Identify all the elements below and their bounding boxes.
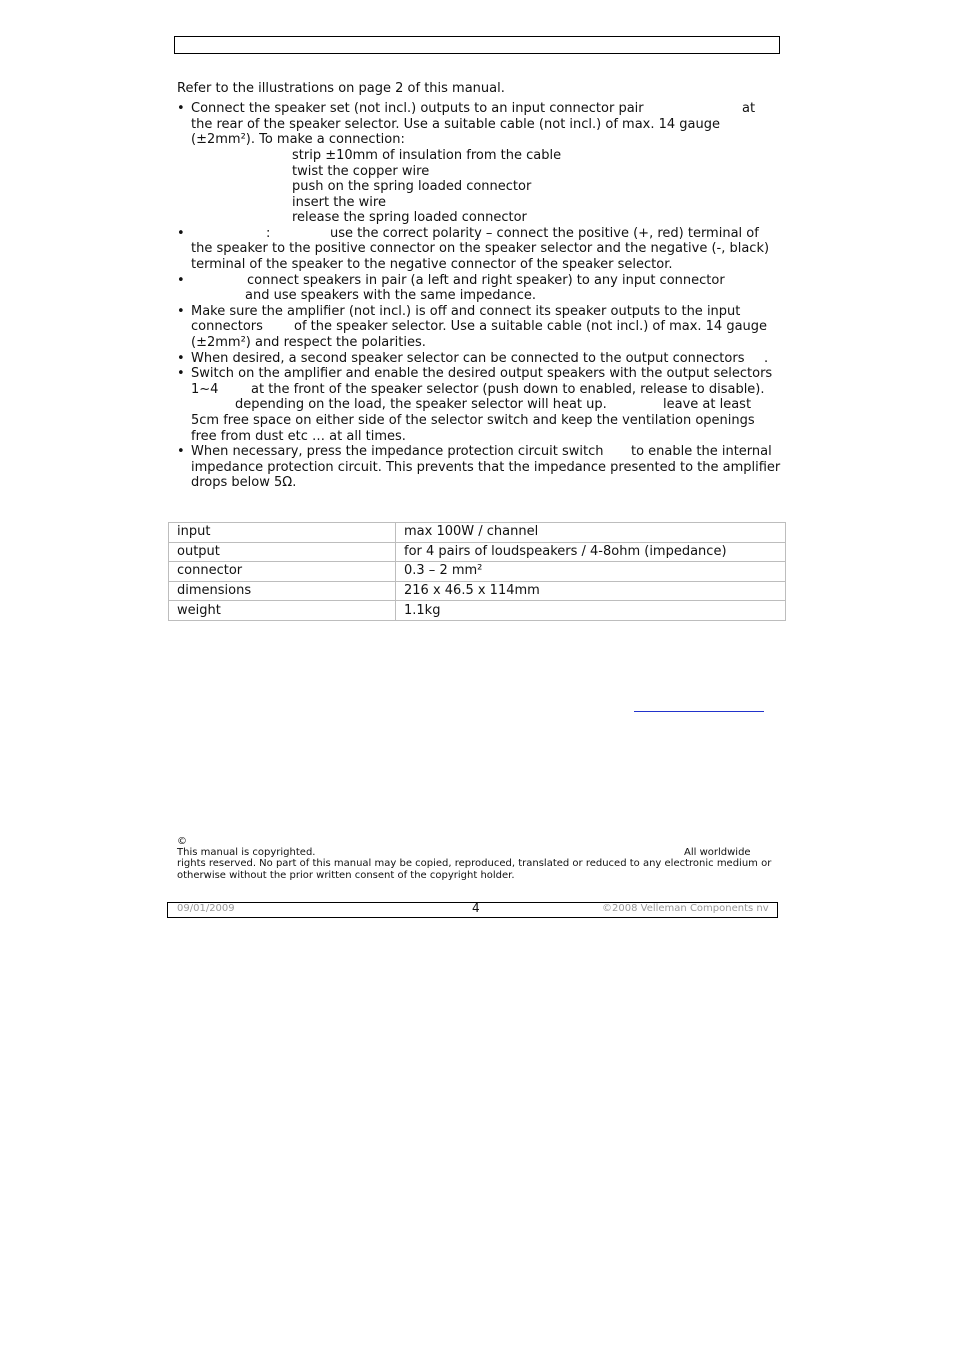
bullet4-line2b: of the speaker selector. Use a suitable cable (not incl.) of max. 14 gauge — [294, 319, 768, 334]
bullet-marker: • — [177, 351, 185, 366]
bullet-marker: • — [177, 444, 185, 459]
spec-value: 1.1kg — [396, 601, 786, 621]
intro-text: Refer to the illustrations on page 2 of this manual. — [177, 81, 505, 96]
bullet3-line1: connect speakers in pair (a left and right speaker) to any input connector — [247, 273, 725, 288]
step-1: strip ±10mm of insulation from the cable — [292, 148, 562, 163]
bullet7-line3: drops below 5Ω. — [191, 475, 297, 490]
bullet2-line1: use the correct polarity – connect the positive (+, red) terminal of — [330, 226, 759, 241]
bullet-marker: • — [177, 226, 185, 241]
bullet-marker: • — [177, 304, 185, 319]
bullet5-line1a: When desired, a second speaker selector can be connected to the output connectors — [191, 351, 745, 366]
bullet6-line3a: depending on the load, the speaker selector will heat up. — [235, 397, 607, 412]
spec-value: for 4 pairs of loudspeakers / 4-8ohm (impedance) — [396, 542, 786, 562]
bullet6-line3b: leave at least — [663, 397, 752, 412]
bullet6-line1: Switch on the amplifier and enable the desired output speakers with the output selectors — [191, 366, 773, 381]
bullet7-line1b: to enable the internal — [631, 444, 772, 459]
bullet5-line1b: . — [764, 351, 769, 366]
table-row — [169, 542, 786, 562]
spec-value: 0.3 – 2 mm² — [396, 562, 786, 582]
bullet6-line2a: 1~4 — [191, 382, 219, 397]
spec-label: input — [169, 523, 396, 543]
bullet2-line3: terminal of the speaker to the negative connector of the speaker selector. — [191, 257, 673, 272]
copyright-line1b: All worldwide — [684, 847, 751, 858]
table-row — [169, 562, 786, 582]
step-4: insert the wire — [292, 195, 386, 210]
copyright-line3: otherwise without the prior written consent of the copyright holder. — [177, 870, 515, 881]
step-3: push on the spring loaded connector — [292, 179, 532, 194]
spec-value: max 100W / channel — [396, 523, 786, 543]
bullet6-line2b: at the front of the speaker selector (push down to enabled, release to disable). — [251, 382, 765, 397]
bullet-marker: • — [177, 273, 185, 288]
footer-copyright: ©2008 Velleman Components nv — [602, 903, 769, 914]
spec-label: output — [169, 542, 396, 562]
copyright-line2: rights reserved. No part of this manual may be copied, reproduced, translated or reduced to any electronic medium or — [177, 858, 772, 869]
bullet3-line2: and use speakers with the same impedance. — [245, 288, 537, 303]
table-row — [169, 523, 786, 543]
bullet1-line2: the rear of the speaker selector. Use a suitable cable (not incl.) of max. 14 gauge — [191, 117, 721, 132]
hyperlink-underline[interactable] — [634, 711, 764, 712]
header-box — [174, 36, 780, 54]
step-2: twist the copper wire — [292, 164, 430, 179]
spec-label: connector — [169, 562, 396, 582]
bullet1-line1a: Connect the speaker set (not incl.) outputs to an input connector pair — [191, 101, 644, 116]
bullet7-line1a: When necessary, press the impedance protection circuit switch — [191, 444, 604, 459]
copyright-symbol: © — [177, 836, 187, 847]
footer-date: 09/01/2009 — [177, 903, 235, 914]
bullet1-line1b: at — [742, 101, 756, 116]
bullet4-line1: Make sure the amplifier (not incl.) is off and connect its speaker outputs to the input — [191, 304, 741, 319]
bullet-marker: • — [177, 366, 185, 381]
table-row — [169, 581, 786, 601]
bullet2-line2: the speaker to the positive connector on the speaker selector and the negative (-, black) — [191, 241, 770, 256]
bullet7-line2: impedance protection circuit. This prevents that the impedance presented to the amplifier — [191, 460, 781, 475]
table-row — [169, 601, 786, 621]
step-5: release the spring loaded connector — [292, 210, 527, 225]
bullet4-line3: (±2mm²) and respect the polarities. — [191, 335, 426, 350]
spec-value: 216 x 46.5 x 114mm — [396, 581, 786, 601]
page-number: 4 — [472, 901, 480, 915]
specifications-table — [168, 522, 786, 621]
bullet6-line5: free from dust etc … at all times. — [191, 429, 406, 444]
bullet6-line4: 5cm free space on either side of the selector switch and keep the ventilation openings — [191, 413, 755, 428]
spec-label: weight — [169, 601, 396, 621]
copyright-line1a: This manual is copyrighted. — [177, 847, 316, 858]
spec-label: dimensions — [169, 581, 396, 601]
bullet4-line2a: connectors — [191, 319, 263, 334]
bullet1-line3: (±2mm²). To make a connection: — [191, 132, 405, 147]
bullet2-colon: : — [266, 226, 271, 241]
bullet-marker: • — [177, 101, 185, 116]
